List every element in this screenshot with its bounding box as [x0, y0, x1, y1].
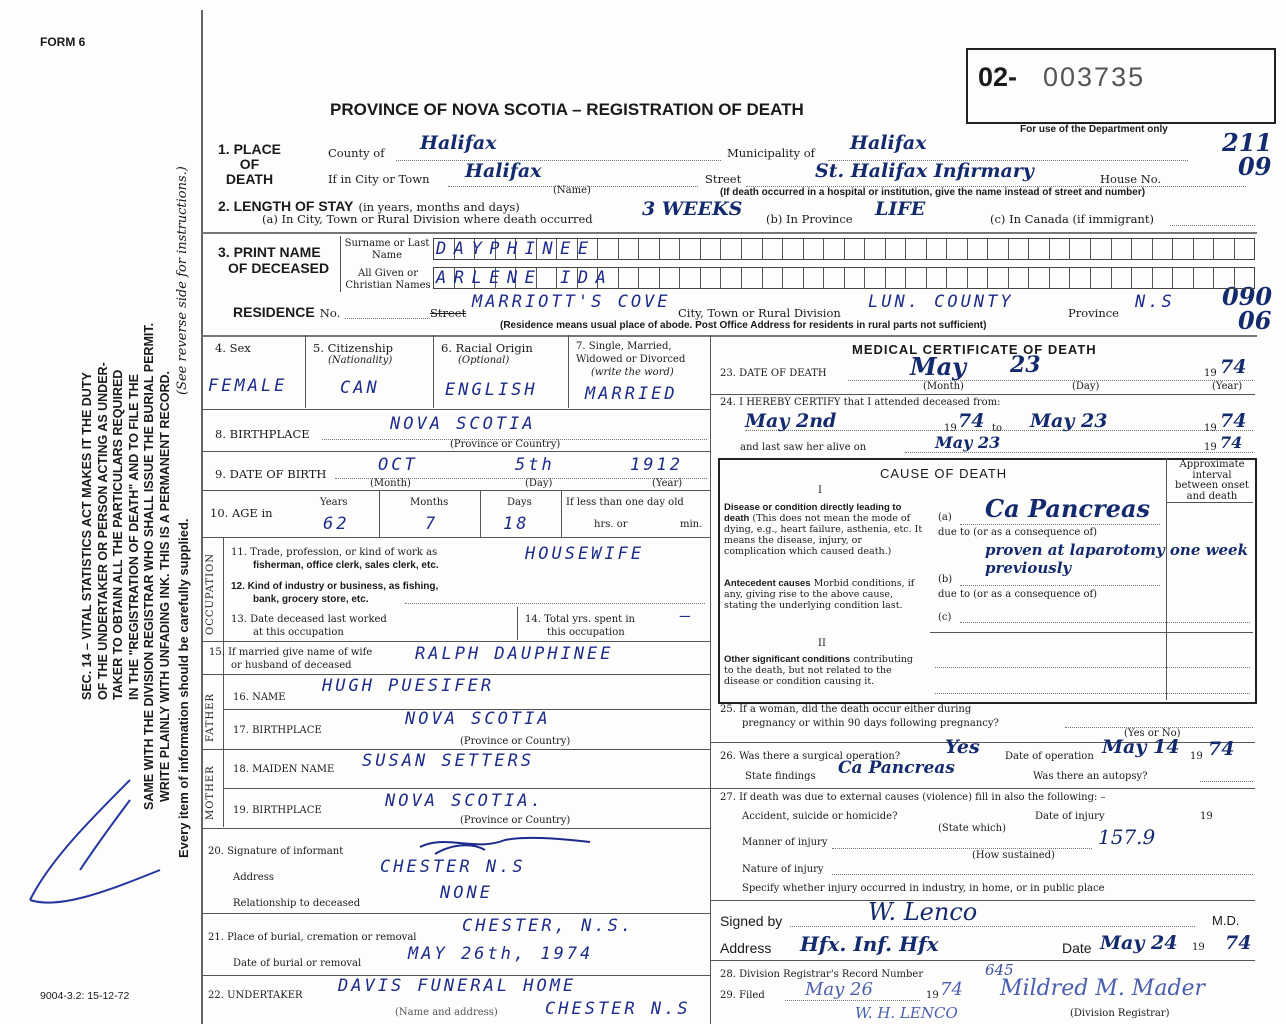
residence-row: RESIDENCE No. — [233, 304, 341, 320]
date-of-injury-label: Date of injury — [1035, 811, 1105, 822]
racial-origin-label: 6. Racial Origin — [441, 341, 533, 355]
burial-date-value: MAY 26th, 1974 — [408, 944, 594, 964]
autopsy-label: Was there an autopsy? — [1033, 771, 1148, 782]
every-item-note: Every item of information should be carefully supplied. — [176, 518, 191, 858]
findings-label: State findings — [745, 771, 816, 782]
given-names-value: ARLENE IDA — [436, 268, 614, 288]
citizenship-sub: (Nationality) — [328, 355, 393, 366]
physician-address-value: Hfx. Inf. Hfx — [800, 932, 939, 956]
citizenship-value: CAN — [340, 378, 380, 398]
given-names-label: All Given or Christian Names — [345, 268, 431, 291]
year-prefix: 19 — [1200, 811, 1213, 822]
operation-label: 26. Was there a surgical operation? — [720, 751, 901, 762]
classification-code: 157.9 — [1098, 825, 1156, 849]
residence-note: (Residence means usual place of abode. Post Office Address for residents in rural parts not sufficient) — [500, 320, 987, 331]
registrar-signature: Mildred M. Mader — [1000, 976, 1206, 1001]
operation-date: May 14 — [1102, 736, 1180, 758]
age-days-label: Days — [507, 497, 532, 508]
stay-city-label: (a) In City, Town or Rural Division where death occurred — [262, 212, 593, 226]
surname-value: DAYPHINEE — [436, 239, 596, 259]
injury-place-label: Specify whether injury occurred in industry, in home, or in public place — [742, 883, 1105, 894]
street-label: Street — [705, 172, 742, 186]
age-days: 18 — [503, 514, 530, 534]
informant-address-value: CHESTER N.S — [380, 857, 526, 877]
yes-no-caption: (Yes or No) — [1124, 728, 1181, 739]
handwritten-check-mark — [20, 760, 180, 920]
to-label: to — [992, 423, 1003, 434]
print-name-heading: 3. PRINT NAME OF DECEASED — [218, 244, 330, 276]
stay-canada-label: (c) In Canada (if immigrant) — [990, 212, 1154, 226]
length-of-stay-heading: 2. LENGTH OF STAY (in years, months and days) — [218, 198, 520, 214]
residence-street-value: MARRIOTT'S COVE — [472, 292, 671, 312]
see-reverse-note: (See reverse side for instructions.) — [175, 166, 190, 395]
municipality-label: Municipality of — [727, 146, 815, 160]
signed-year: 74 — [1225, 932, 1252, 954]
form-left-border — [201, 10, 203, 1024]
father-birthplace-caption: (Province or Country) — [460, 736, 571, 747]
spouse-value: RALPH DAUPHINEE — [415, 644, 614, 664]
dept-code: 09 — [1238, 152, 1272, 181]
form-label: FORM 6 — [40, 35, 86, 49]
informant-signature-label: 20. Signature of informant — [208, 846, 344, 857]
place-of-death-heading: 1. PLACE OF DEATH — [218, 141, 282, 187]
relationship-label: Relationship to deceased — [233, 898, 361, 909]
part-ii-label: II — [818, 638, 826, 649]
mother-birthplace-caption: (Province or Country) — [460, 815, 571, 826]
burial-date-label: Date of burial or removal — [233, 958, 362, 969]
how-sustained-caption: (How sustained) — [972, 850, 1055, 861]
residence-province-label: Province — [1068, 306, 1119, 320]
age-months: 7 — [425, 514, 439, 534]
year-prefix: 19 — [1204, 368, 1217, 379]
last-saw-label: and last saw her alive on — [740, 442, 867, 453]
undertaker-caption: (Name and address) — [395, 1007, 498, 1018]
cause-heading: CAUSE OF DEATH — [880, 466, 1008, 481]
operation-year: 74 — [1208, 738, 1235, 760]
day-caption: (Day) — [1072, 381, 1100, 392]
occupation-side-label: OCCUPATION — [205, 553, 216, 635]
year-prefix: 19 — [926, 990, 939, 1001]
record-number: 645 — [985, 961, 1014, 979]
attended-to-year: 74 — [1220, 410, 1247, 432]
mother-birthplace-label: 19. BIRTHPLACE — [233, 805, 322, 816]
date-of-death-label: 23. DATE OF DEATH — [720, 368, 827, 379]
year-prefix: 19 — [1190, 751, 1203, 762]
interval-heading: Approximate interval between onset and death — [1175, 459, 1249, 502]
attended-from: May 2nd — [745, 410, 837, 432]
burial-place-label: 21. Place of burial, cremation or removal — [208, 932, 417, 943]
informant-address-label: Address — [233, 872, 274, 883]
trade-label: 11. Trade, profession, or kind of work as fisherman, office clerk, sales clerk, etc. — [231, 547, 439, 571]
birthplace-caption: (Province or Country) — [450, 439, 561, 450]
certificate-prefix: 02- — [978, 62, 1018, 92]
md-label: M.D. — [1212, 913, 1240, 928]
age-less-label: If less than one day old — [566, 497, 684, 508]
due-to-label: due to (or as a consequence of) — [938, 527, 1098, 538]
statute-text: SEC. 14 – VITAL STATISTICS ACT MAKES IT THE DUTY OF THE UNDERTAKER OR PERSON ACTING AS UNDER- TAKER TO OBTAIN ALL THE PARTICULARS REQUIRED IN THE "REGISTRATION OF DEATH" AND TO FILE THE SAME WITH THE DIVISION REGISTRAR WHO SHALL ISSUE THE BURIAL PERMIT. WRITE PLAINLY WITH UNFADING INK. THIS IS A PERMANENT RECORD. — [80, 322, 172, 810]
pregnancy-question: 25. If a woman, did the death occur either during pregnancy or within 90 days following pregnancy? — [720, 704, 999, 729]
last-saw-date: May 23 — [935, 433, 1001, 452]
sex-value: FEMALE — [208, 376, 288, 396]
hospital-note: (If death occurred in a hospital or institution, give the name instead of street and number) — [720, 187, 1146, 198]
county-value: Halifax — [420, 132, 497, 154]
print-code: 9004-3.2: 15-12-72 — [40, 990, 130, 1002]
age-years-label: Years — [320, 497, 348, 508]
cause-note: proven at laparotomy one week previously — [985, 541, 1248, 577]
dob-year-caption: (Year) — [652, 478, 683, 489]
dept-code: 06 — [1238, 306, 1272, 335]
death-day: 23 — [1010, 352, 1041, 378]
municipality-value: Halifax — [850, 132, 927, 154]
racial-origin-value: ENGLISH — [445, 380, 538, 400]
accident-label: Accident, suicide or homicide? — [742, 811, 898, 822]
direct-cause-instructions: Disease or condition directly leading to death (This does not mean the mode of dying, e.g., heart failure, asthenia, etc. It means the disease, injury, or complication which caused death.) — [724, 502, 923, 557]
nature-of-injury-label: Nature of injury — [742, 864, 824, 875]
stay-city-value: 3 WEEKS — [642, 198, 743, 220]
month-caption: (Month) — [923, 381, 964, 392]
dob-day: 5th — [515, 455, 555, 475]
year-caption: (Year) — [1212, 381, 1243, 392]
year-prefix: 19 — [1204, 442, 1217, 453]
cause-a-value: Ca Pancreas — [985, 494, 1150, 523]
sex-label: 4. Sex — [215, 341, 251, 355]
part-i-label: I — [818, 485, 822, 496]
age-min: min. — [680, 519, 703, 530]
certify-label: 24. I HEREBY CERTIFY that I attended deceased from: — [720, 397, 1001, 408]
birthplace-value: NOVA SCOTIA — [390, 414, 536, 434]
attended-to: May 23 — [1030, 410, 1108, 432]
cause-b-label: (b) — [938, 574, 953, 585]
operation-date-label: Date of operation — [1005, 751, 1094, 762]
other-conditions-instructions: Other significant conditions contributing to the death, but not related to the disease or condition causing it. — [724, 654, 913, 687]
signed-date-label: Date — [1062, 940, 1092, 956]
state-which-caption: (State which) — [938, 823, 1006, 834]
age-hrs: hrs. or — [594, 519, 628, 530]
filed-date: May 26 — [805, 979, 873, 1000]
dob-month: OCT — [378, 455, 418, 475]
citizenship-label: 5. Citizenship — [313, 341, 394, 355]
undertaker-label: 22. UNDERTAKER — [208, 990, 303, 1001]
residence-province-value: N.S — [1135, 292, 1175, 312]
external-causes-label: 27. If death was due to external causes (violence) fill in also the following: – — [720, 792, 1106, 803]
undertaker-value: DAVIS FUNERAL HOME — [338, 976, 577, 996]
findings-value: Ca Pancreas — [838, 758, 955, 778]
city-label: If in City or Town — [328, 172, 430, 186]
stay-province-value: LIFE — [875, 198, 926, 220]
death-month: May — [910, 352, 967, 381]
dept-code: 090 — [1222, 282, 1273, 311]
marital-value: MARRIED — [585, 384, 678, 404]
racial-origin-sub: (Optional) — [458, 355, 510, 366]
surname-label: Surname or Last Name — [344, 238, 430, 261]
cause-a-label: (a) — [938, 512, 952, 523]
physician-printed-name: W. H. LENCO — [855, 1004, 958, 1022]
dob-day-caption: (Day) — [525, 478, 553, 489]
operation-value: Yes — [945, 736, 980, 758]
dob-month-caption: (Month) — [370, 478, 411, 489]
father-name-value: HUGH PUESIFER — [322, 676, 495, 696]
undertaker-address-value: CHESTER N.S — [545, 999, 691, 1019]
year-prefix: 19 — [1192, 942, 1205, 953]
relationship-value: NONE — [440, 883, 493, 903]
years-spent-label: 14. Total yrs. spent in this occupation — [525, 614, 635, 638]
filed-year: 74 — [940, 979, 963, 1000]
attended-from-year: 74 — [958, 410, 985, 432]
signed-by-label: Signed by — [720, 913, 783, 929]
record-number-label: 28. Division Registrar's Record Number — [720, 969, 924, 980]
birthplace-label: 8. BIRTHPLACE — [215, 427, 310, 441]
father-name-label: 16. NAME — [233, 692, 286, 703]
signed-date: May 24 — [1100, 932, 1178, 954]
marital-label: 7. Single, Married, Widowed or Divorced (write the word) — [576, 341, 686, 378]
cause-c-label: (c) — [938, 612, 952, 623]
informant-signature — [415, 832, 595, 858]
street-value: St. Halifax Infirmary — [815, 160, 1034, 182]
county-label: County of — [328, 146, 385, 160]
manner-of-injury-label: Manner of injury — [742, 837, 828, 848]
year-prefix: 19 — [1204, 423, 1217, 434]
stay-province-label: (b) In Province — [766, 212, 853, 226]
spouse-label: 15. If married give name of wife or husband of deceased — [209, 647, 373, 671]
year-prefix: 19 — [944, 423, 957, 434]
age-label: 10. AGE in — [210, 506, 273, 520]
industry-label: 12. Kind of industry or business, as fishing, bank, grocery store, etc. — [231, 581, 439, 605]
mother-side-label: MOTHER — [205, 765, 216, 820]
death-year: 74 — [1220, 356, 1247, 378]
physician-signature: W. Lenco — [868, 898, 978, 926]
age-years: 62 — [323, 514, 350, 534]
residence-city-label: City, Town or Rural Division — [678, 306, 841, 320]
form-title: PROVINCE OF NOVA SCOTIA – REGISTRATION OF DEATH — [330, 100, 804, 119]
dept-code: 211 — [1222, 128, 1273, 157]
due-to-label: due to (or as a consequence of) — [938, 589, 1098, 600]
residence-street-label: Street — [430, 306, 467, 320]
certificate-number: 003735 — [1043, 62, 1146, 92]
dob-label: 9. DATE OF BIRTH — [215, 467, 327, 481]
years-spent-value: – — [680, 606, 694, 626]
burial-place-value: CHESTER, N.S. — [462, 916, 635, 936]
mother-name-label: 18. MAIDEN NAME — [233, 764, 335, 775]
residence-city-value: LUN. COUNTY — [868, 292, 1014, 312]
age-months-label: Months — [410, 497, 449, 508]
division-registrar-caption: (Division Registrar) — [1070, 1008, 1170, 1019]
last-worked-label: 13. Date deceased last worked at this occupation — [231, 614, 387, 638]
mother-name-value: SUSAN SETTERS — [362, 751, 535, 771]
name-caption: (Name) — [553, 185, 591, 196]
dob-year: 1912 — [630, 455, 683, 475]
trade-value: HOUSEWIFE — [525, 544, 645, 564]
dept-use-label: For use of the Department only — [1020, 124, 1168, 135]
certificate-number-box — [966, 48, 1276, 124]
last-saw-year: 74 — [1220, 433, 1243, 452]
physician-address-label: Address — [720, 940, 772, 956]
mother-birthplace-value: NOVA SCOTIA. — [385, 791, 544, 811]
medical-heading: MEDICAL CERTIFICATE OF DEATH — [852, 342, 1097, 357]
father-side-label: FATHER — [205, 693, 216, 742]
antecedent-instructions: Antecedent causes Morbid conditions, if any, giving rise to the above cause, stating the underlying condition last. — [724, 578, 915, 611]
city-value: Halifax — [465, 160, 542, 182]
father-birthplace-value: NOVA SCOTIA — [405, 709, 551, 729]
house-no-label: House No. — [1100, 172, 1162, 186]
father-birthplace-label: 17. BIRTHPLACE — [233, 725, 322, 736]
filed-label: 29. Filed — [720, 990, 765, 1001]
